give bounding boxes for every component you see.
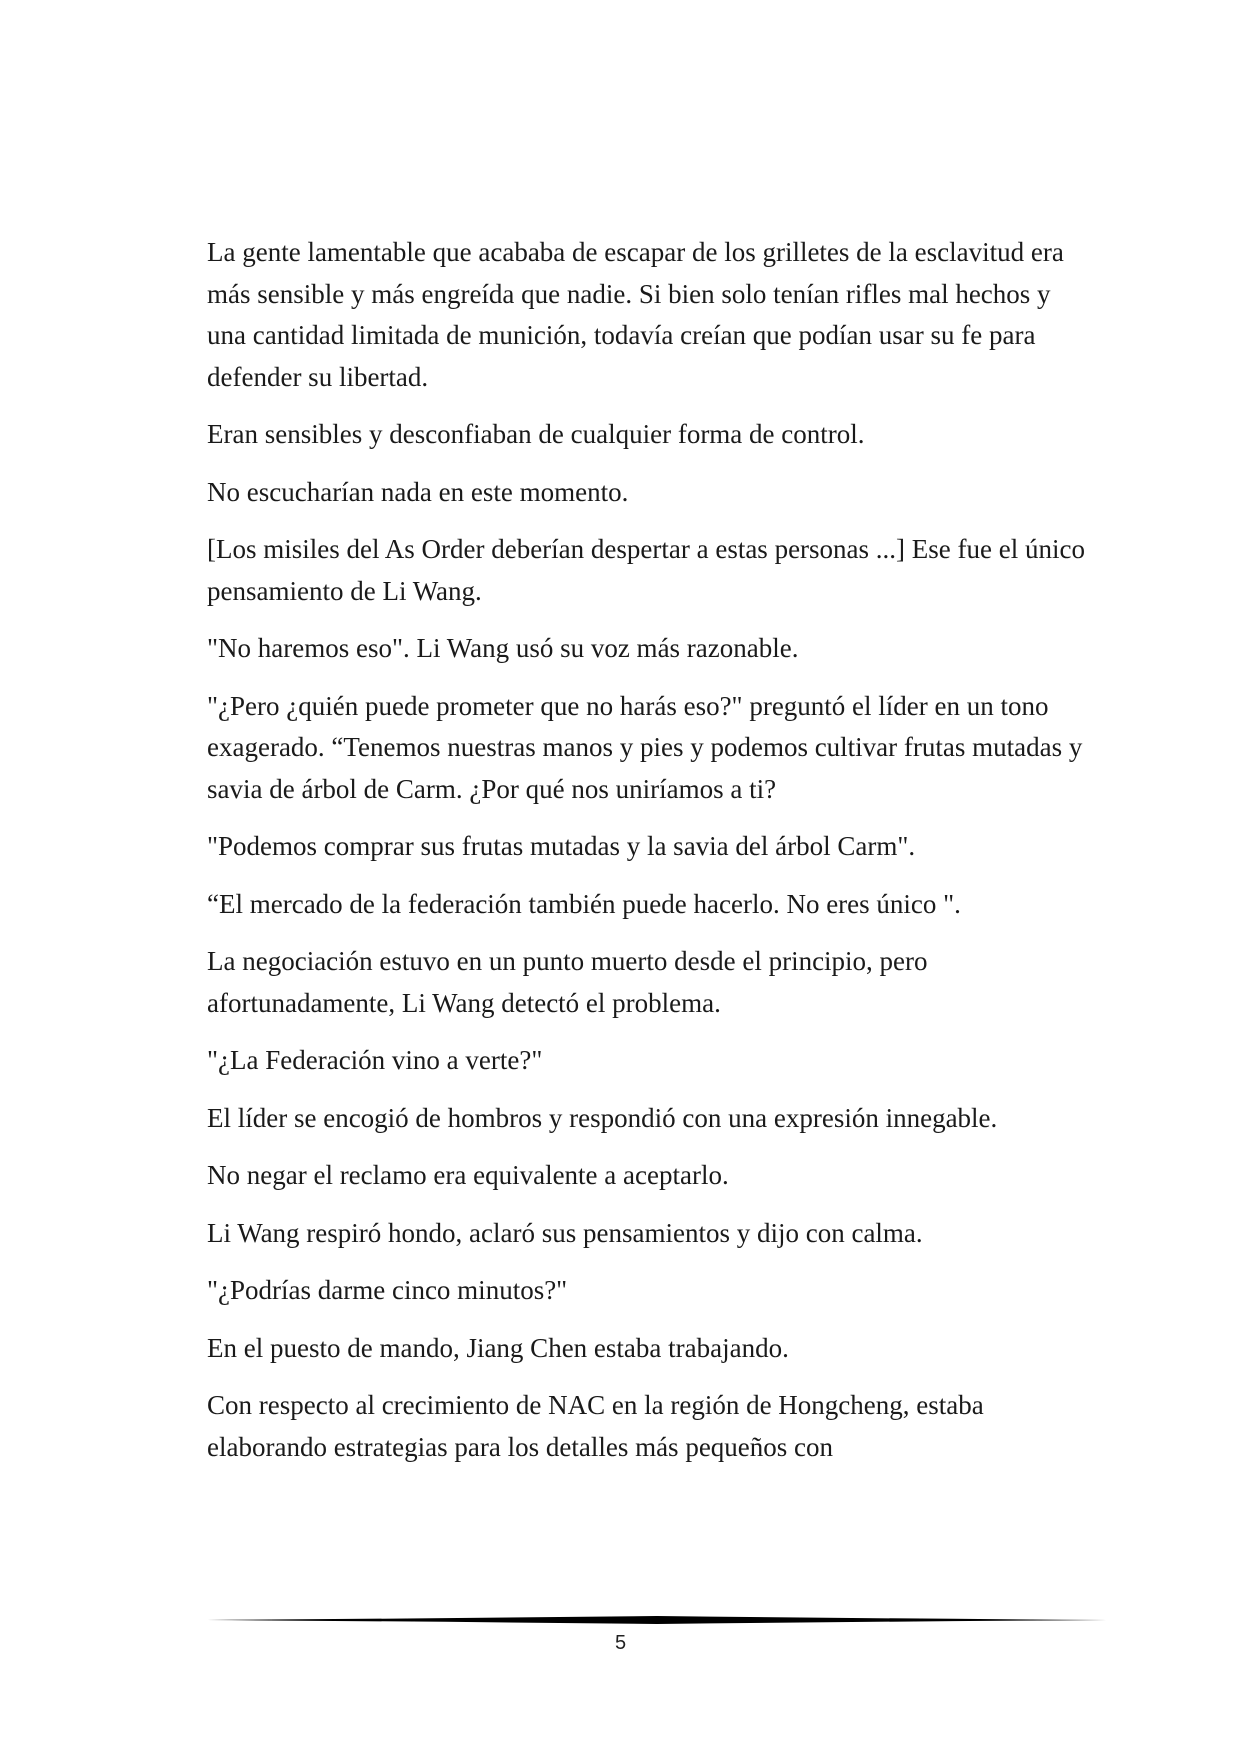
paragraph: “El mercado de la federación también puede hacerlo. No eres único ". <box>207 888 961 919</box>
paragraph: "Podemos comprar sus frutas mutadas y la savia del árbol Carm". <box>207 831 916 861</box>
page-number: 5 <box>614 1632 627 1654</box>
paragraph: En el puesto de mando, Jiang Chen estaba trabajando. <box>207 1332 789 1363</box>
paragraph: Li Wang respiró hondo, aclaró sus pensamientos y dijo con calma. <box>207 1217 923 1248</box>
paragraph: "No haremos eso". Li Wang usó su voz más razonable. <box>207 633 799 663</box>
paragraph: "¿Podrías darme cinco minutos?" <box>207 1275 568 1305</box>
paragraph: La gente lamentable que acababa de escapar de los grilletes de la esclavitud era más sensible y más engreída que nadie. Si bien solo tenían rifles mal hechos y una cantidad limitada de munición, todavía creían que podían usar su fe para defender su libertad. <box>207 237 1064 392</box>
paragraph: La negociación estuvo en un punto muerto desde el principio, pero afortunadamente, Li Wang detectó el problema. <box>207 946 928 1018</box>
paragraph: Eran sensibles y desconfiaban de cualquier forma de control. <box>207 419 865 449</box>
paragraph: No negar el reclamo era equivalente a aceptarlo. <box>207 1160 729 1190</box>
paragraph: Con respecto al crecimiento de NAC en la región de Hongcheng, estaba elaborando estrategias para los detalles más pequeños con <box>207 1390 984 1462</box>
paragraph: El líder se encogió de hombros y respondió con una expresión innegable. <box>207 1102 998 1133</box>
paragraph: "¿La Federación vino a verte?" <box>207 1045 543 1075</box>
paragraph: "¿Pero ¿quién puede prometer que no harás eso?" preguntó el líder en un tono exagerado. “Tenemos nuestras manos y pies y podemos cultivar frutas mutadas y savia de árbol de Carm. ¿Por qué nos uniríamos a ti? <box>207 690 1083 804</box>
body-text <box>207 232 1087 1484</box>
paragraph: [Los misiles del As Order deberían despertar a estas personas ...] Ese fue el único pensamiento de Li Wang. <box>207 534 1085 606</box>
paragraph: No escucharían nada en este momento. <box>207 476 629 507</box>
footer-divider <box>207 1614 1107 1626</box>
